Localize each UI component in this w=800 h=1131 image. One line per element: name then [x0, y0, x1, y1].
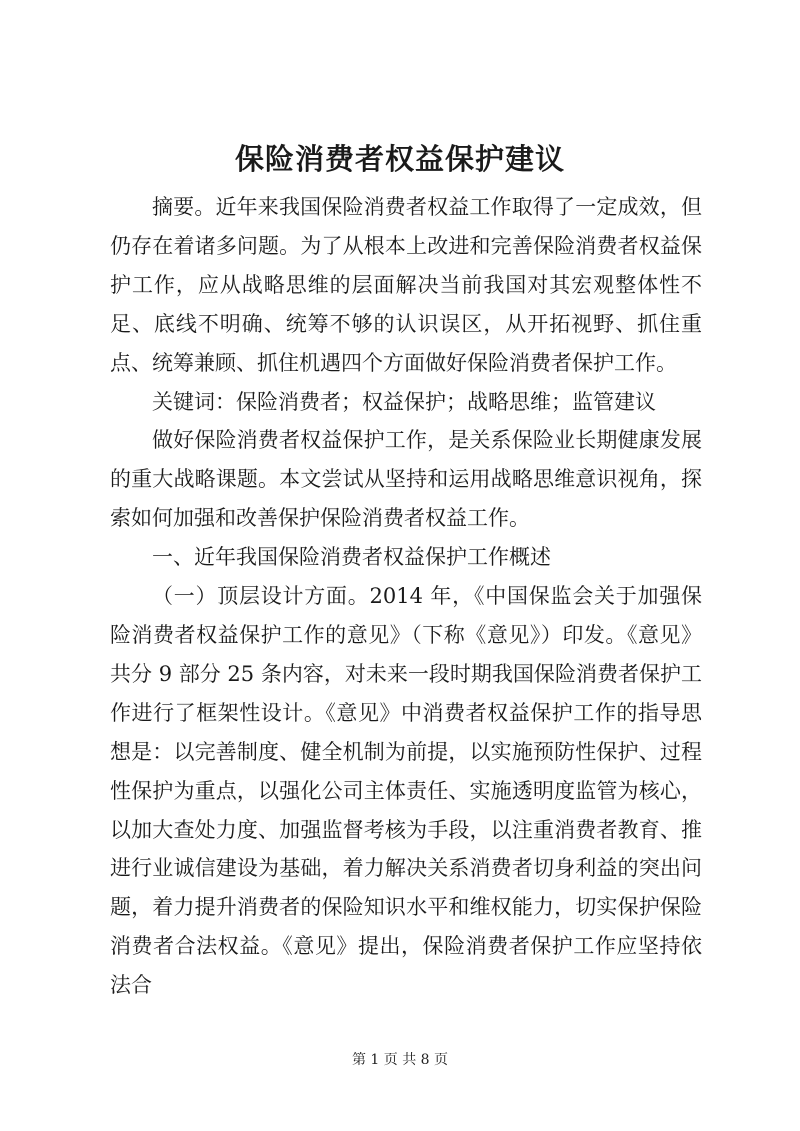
abstract-paragraph: 摘要。近年来我国保险消费者权益工作取得了一定成效，但仍存在着诸多问题。为了从根本上改进和完善保险消费者权益保护工作，应从战略思维的层面解决当前我国对其宏观整体性不足、底线不明确、统筹不够的认识误区，从开拓视野、抓住重点、统筹兼顾、抓住机遇四个方面做好保险消费者保护工作。 [110, 195, 702, 375]
body-paragraph: （一）顶层设计方面。2014 年，《中国保监会关于加强保险消费者权益保护工作的意见》（下称《意见》）印发。《意见》共分 9 部分 25 条内容，对未来一段时期我国保险消费者保护工作进行了框架性设计。《意见》中消费者权益保护工作的指导思想是：以完善制度、健全机制为前提，以实施预防性保护、过程性保护为重点，以强化公司主体责任、实施透明度监管为核心，以加大查处力度、加强监督考核为手段，以注重消费者教育、推进行业诚信建设为基础，着力解决关系消费者切身利益的突出问题，着力提升消费者的保险知识水平和维权能力，切实保护保险消费者合法权益。《意见》提出，保险消费者保护工作应坚持依法合 [110, 584, 702, 998]
page-footer: 第 1 页 共 8 页 [351, 1052, 449, 1068]
document-body [110, 188, 702, 1005]
section-heading: 一、近年我国保险消费者权益保护工作概述 [152, 545, 551, 570]
keywords-paragraph: 关键词：保险消费者；权益保护；战略思维；监管建议 [152, 389, 656, 414]
document-title: 保险消费者权益保护建议 [234, 142, 565, 176]
intro-paragraph: 做好保险消费者权益保护工作，是关系保险业长期健康发展的重大战略课题。本文尝试从坚持和运用战略思维意识视角，探索如何加强和改善保护保险消费者权益工作。 [110, 428, 702, 531]
